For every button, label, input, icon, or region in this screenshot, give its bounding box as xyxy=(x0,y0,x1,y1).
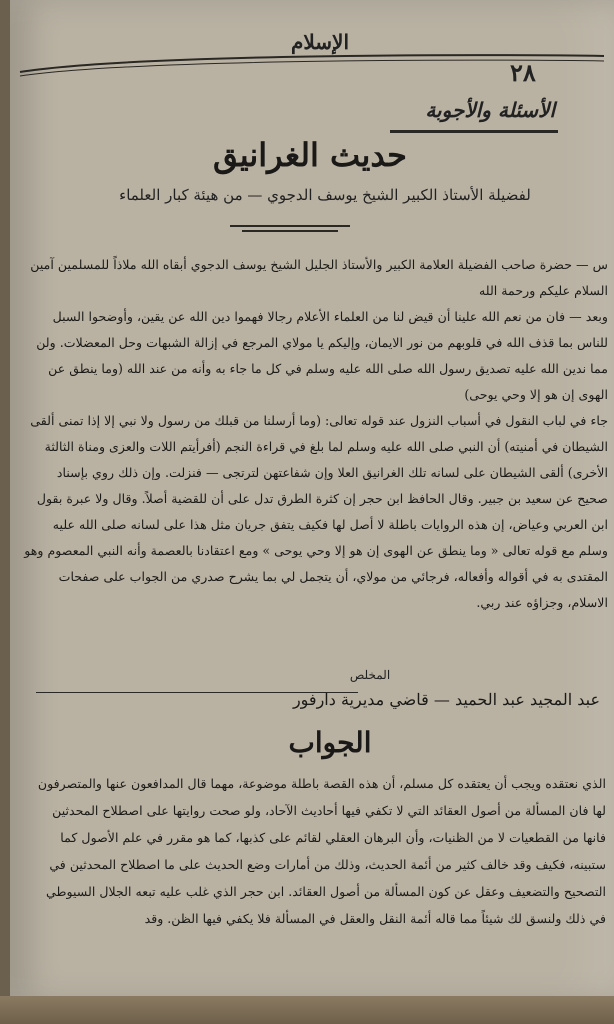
question-text xyxy=(24,252,608,616)
article-byline: لفضيلة الأستاذ الكبير الشيخ يوسف الدجوي — من هيئة كبار العلماء xyxy=(119,186,531,204)
question-paragraph: وبعد — فان من نعم الله علينا أن قيض لنا من العلماء الأعلام رجالا فهموا دين الله عن يقين، وأوضحوا السبل للناس بما قذف الله في قلوبهم من نور الايمان، وإليكم يا مولاي المرجع في إزالة الشبهات وحل المعضلات. ولن مما ندين الله عليه تصديق رسول الله صلى الله عليه وسلم في كل ما جاء به وأنه من عند الله (وما ينطق عن الهوى إن هو إلا وحي يوحى) xyxy=(36,309,608,402)
running-head: الإسلام xyxy=(290,30,350,54)
signoff: المخلص xyxy=(349,668,391,682)
answer-paragraph: الذي نعتقده ويجب أن يعتقده كل مسلم، أن هذه القصة باطلة موضوعة، مهما قال المدافعون عنها والمتصرفون لها فان المسألة من أصول العقائد التي لا تكفي فيها أحاديث الآحاد، ولو صحت روايتها على اصطلاح المحدثين فانها من القطعيات لا من الظنيات، وأن البرهان العقلي لقائم على كذبها، كما هو مقرر في علم الأصول كما ستبينه، فكيف وقد خالف كثير من أئمة الحديث، وذلك من أمارات وضع الحديث على ما اصطلاح المحدثين في التصحيح والتضعيف وعقل عن كون المسألة من أصول العقائد. ابن حجر الذي غلب عليه تبعه الجلال السيوطي في ذلك ولنسق لك شيئاً مما قاله أئمة النقل والعقل في المسألة فلا يكفي فيها الظن. وقد xyxy=(37,776,606,926)
question-paragraph: جاء في لباب النقول في أسباب النزول عند قوله تعالى: (وما أرسلنا من قبلك من رسول ولا نبي إلا إذا تمنى ألقى الشيطان في أمنيته) أن النبي صلى الله عليه وسلم لما بلغ في قراءة النجم (أفرأيتم اللات والعزى ومناة الثالثة الأخرى) ألقى الشيطان على لسانه تلك الغرانيق العلا وإن شفاعتهن لترتجى — فنزلت. وإن ذلك روي بإسناد صحيح عن سعيد بن جبير. وقال الحافظ ابن حجر إن كثرة الطرق تدل على أن للقضية أصلاً. وقال ولا عبرة بقول ابن العربي وعياض، إن هذه الروايات باطلة لا أصل لها فكيف يتفق جريان مثل هذا على لسانه صلى الله عليه وسلم مع قوله تعالى « وما ينطق عن الهوى إن هو إلا وحي يوحى » ومع اعتقادنا بالعصمة وأنه النبي المعصوم وهو المقتدى به في أقواله وأفعاله، فرجائي من مولاي، أن يتجمل لي بما يشرح صدري من الجواب على صفحات الاسلام، وجزاؤه عند ربي. xyxy=(24,413,608,610)
page-number: ٢٨ xyxy=(510,58,536,87)
answer-title: الجواب xyxy=(288,726,372,759)
signature: عبد المجيد عبد الحميد — قاضي مديرية دارفور xyxy=(292,690,600,709)
section-rule xyxy=(390,130,558,133)
book-page xyxy=(10,0,614,1000)
answer-text xyxy=(26,770,606,932)
title-rule-secondary xyxy=(242,230,338,232)
section-label: الأسئلة والأجوبة xyxy=(425,98,555,122)
question-paragraph: س — حضرة صاحب الفضيلة العلامة الكبير والأستاذ الجليل الشيخ يوسف الدجوي أبقاه الله ملاذاً للمسلمين آمين xyxy=(30,257,608,272)
article-title: حديث الغرانيق xyxy=(213,136,407,174)
title-rule xyxy=(230,225,350,227)
desk-surface xyxy=(0,996,614,1024)
question-paragraph: السلام عليكم ورحمة الله xyxy=(479,283,608,298)
